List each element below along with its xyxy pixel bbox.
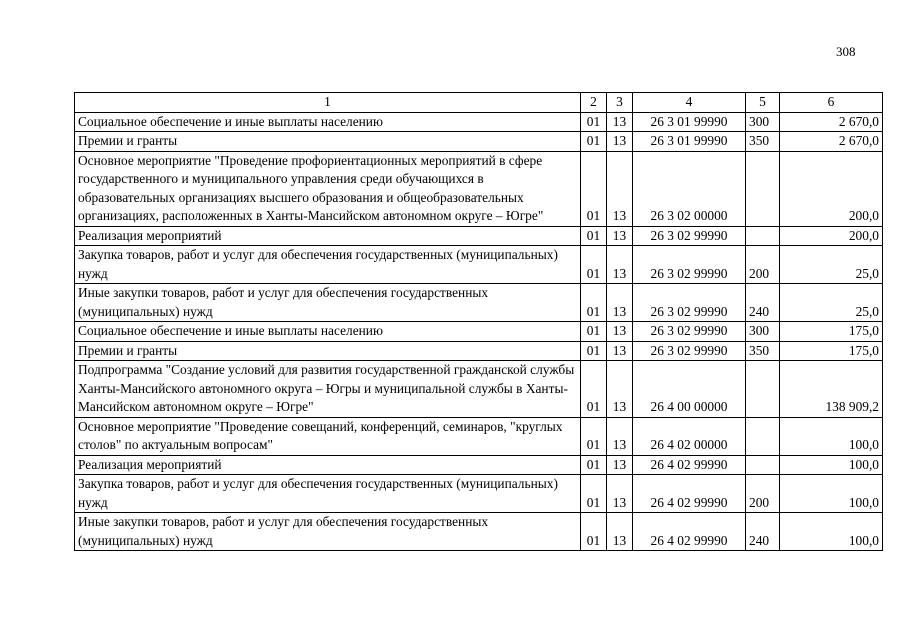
table-row bbox=[75, 455, 883, 475]
row-section: 01 bbox=[581, 132, 607, 152]
row-expense-type: 240 bbox=[746, 513, 780, 551]
row-target-code: 26 3 01 99990 bbox=[633, 132, 746, 152]
row-subsection: 13 bbox=[607, 417, 633, 455]
row-amount: 100,0 bbox=[780, 513, 883, 551]
row-expense-type bbox=[746, 417, 780, 455]
row-name: Подпрограмма "Создание условий для развития государственной гражданской службы Ханты-Мансийского автономного округа – Югры и муниципальной службы в Ханты-Мансийском автономном округе – Югре" bbox=[75, 361, 581, 418]
header-col-5: 5 bbox=[746, 93, 780, 113]
row-section: 01 bbox=[581, 361, 607, 418]
row-target-code: 26 3 02 99990 bbox=[633, 226, 746, 246]
row-amount: 25,0 bbox=[780, 284, 883, 322]
row-amount: 175,0 bbox=[780, 341, 883, 361]
table-row bbox=[75, 226, 883, 246]
table-row bbox=[75, 132, 883, 152]
table-row bbox=[75, 417, 883, 455]
row-subsection: 13 bbox=[607, 341, 633, 361]
row-target-code: 26 3 02 99990 bbox=[633, 284, 746, 322]
table-row bbox=[75, 246, 883, 284]
row-name: Социальное обеспечение и иные выплаты населению bbox=[75, 322, 581, 342]
row-expense-type bbox=[746, 226, 780, 246]
row-amount: 100,0 bbox=[780, 455, 883, 475]
row-amount: 2 670,0 bbox=[780, 112, 883, 132]
row-name: Закупка товаров, работ и услуг для обеспечения государственных (муниципальных) нужд bbox=[75, 475, 581, 513]
row-expense-type: 350 bbox=[746, 132, 780, 152]
row-subsection: 13 bbox=[607, 513, 633, 551]
row-amount: 25,0 bbox=[780, 246, 883, 284]
table-body bbox=[75, 112, 883, 551]
row-subsection: 13 bbox=[607, 246, 633, 284]
row-section: 01 bbox=[581, 513, 607, 551]
row-target-code: 26 3 02 00000 bbox=[633, 151, 746, 226]
row-name: Иные закупки товаров, работ и услуг для обеспечения государственных (муниципальных) нужд bbox=[75, 284, 581, 322]
row-target-code: 26 3 02 99990 bbox=[633, 322, 746, 342]
row-section: 01 bbox=[581, 246, 607, 284]
row-section: 01 bbox=[581, 226, 607, 246]
row-target-code: 26 4 02 99990 bbox=[633, 475, 746, 513]
row-subsection: 13 bbox=[607, 284, 633, 322]
row-section: 01 bbox=[581, 475, 607, 513]
row-section: 01 bbox=[581, 151, 607, 226]
table-header-row bbox=[75, 93, 883, 113]
row-section: 01 bbox=[581, 112, 607, 132]
header-col-2: 2 bbox=[581, 93, 607, 113]
table-row bbox=[75, 112, 883, 132]
row-name: Премии и гранты bbox=[75, 132, 581, 152]
table-row bbox=[75, 322, 883, 342]
row-expense-type: 350 bbox=[746, 341, 780, 361]
row-amount: 138 909,2 bbox=[780, 361, 883, 418]
table-row bbox=[75, 361, 883, 418]
row-amount: 200,0 bbox=[780, 151, 883, 226]
row-expense-type bbox=[746, 151, 780, 226]
row-subsection: 13 bbox=[607, 322, 633, 342]
row-expense-type: 300 bbox=[746, 112, 780, 132]
row-section: 01 bbox=[581, 341, 607, 361]
row-amount: 175,0 bbox=[780, 322, 883, 342]
header-col-3: 3 bbox=[607, 93, 633, 113]
row-expense-type bbox=[746, 361, 780, 418]
row-name: Премии и гранты bbox=[75, 341, 581, 361]
row-name: Реализация мероприятий bbox=[75, 455, 581, 475]
row-target-code: 26 4 02 99990 bbox=[633, 455, 746, 475]
row-subsection: 13 bbox=[607, 132, 633, 152]
row-target-code: 26 3 01 99990 bbox=[633, 112, 746, 132]
row-section: 01 bbox=[581, 284, 607, 322]
row-name: Основное мероприятие "Проведение профориентационных мероприятий в сфере государственного и муниципального управления среди обучающихся в образовательных организациях высшего образования и общеобразовательных организациях, расположенных в Ханты-Мансийском автономном округе – Югре" bbox=[75, 151, 581, 226]
row-subsection: 13 bbox=[607, 226, 633, 246]
row-target-code: 26 4 00 00000 bbox=[633, 361, 746, 418]
row-expense-type: 240 bbox=[746, 284, 780, 322]
row-expense-type bbox=[746, 455, 780, 475]
table-row bbox=[75, 284, 883, 322]
row-subsection: 13 bbox=[607, 151, 633, 226]
row-amount: 200,0 bbox=[780, 226, 883, 246]
page-number: 308 bbox=[836, 44, 856, 59]
row-target-code: 26 4 02 00000 bbox=[633, 417, 746, 455]
row-expense-type: 200 bbox=[746, 246, 780, 284]
row-target-code: 26 3 02 99990 bbox=[633, 246, 746, 284]
row-name: Иные закупки товаров, работ и услуг для обеспечения государственных (муниципальных) нужд bbox=[75, 513, 581, 551]
table-row bbox=[75, 341, 883, 361]
row-name: Основное мероприятие "Проведение совещаний, конференций, семинаров, "круглых столов" по актуальным вопросам" bbox=[75, 417, 581, 455]
row-section: 01 bbox=[581, 455, 607, 475]
row-target-code: 26 4 02 99990 bbox=[633, 513, 746, 551]
row-amount: 100,0 bbox=[780, 417, 883, 455]
row-expense-type: 200 bbox=[746, 475, 780, 513]
table-row bbox=[75, 151, 883, 226]
table-row bbox=[75, 513, 883, 551]
row-target-code: 26 3 02 99990 bbox=[633, 341, 746, 361]
row-section: 01 bbox=[581, 322, 607, 342]
table-row bbox=[75, 475, 883, 513]
row-subsection: 13 bbox=[607, 361, 633, 418]
row-subsection: 13 bbox=[607, 112, 633, 132]
header-col-4: 4 bbox=[633, 93, 746, 113]
row-amount: 100,0 bbox=[780, 475, 883, 513]
row-section: 01 bbox=[581, 417, 607, 455]
row-amount: 2 670,0 bbox=[780, 132, 883, 152]
row-name: Закупка товаров, работ и услуг для обеспечения государственных (муниципальных) нужд bbox=[75, 246, 581, 284]
row-subsection: 13 bbox=[607, 475, 633, 513]
row-name: Реализация мероприятий bbox=[75, 226, 581, 246]
budget-table bbox=[74, 92, 883, 551]
header-col-1: 1 bbox=[75, 93, 581, 113]
header-col-6: 6 bbox=[780, 93, 883, 113]
row-subsection: 13 bbox=[607, 455, 633, 475]
row-name: Социальное обеспечение и иные выплаты населению bbox=[75, 112, 581, 132]
row-expense-type: 300 bbox=[746, 322, 780, 342]
